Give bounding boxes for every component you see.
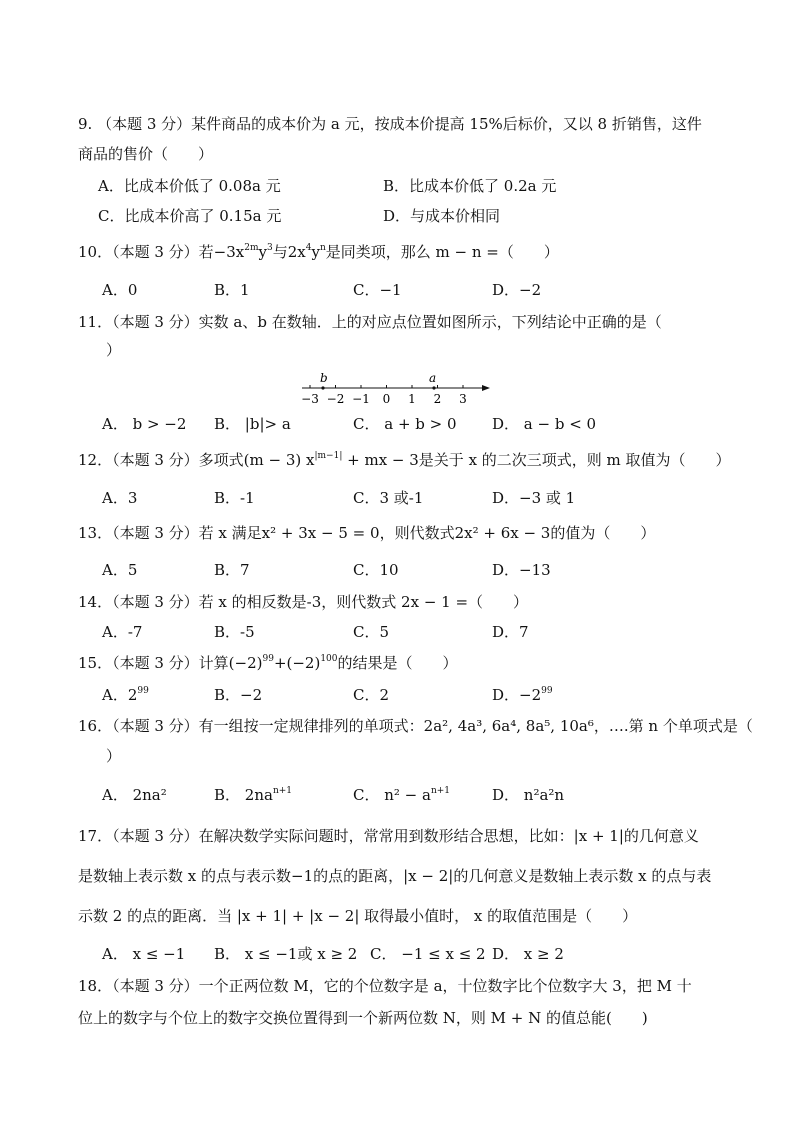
q17-option-c[interactable]: C． −1 ≤ x ≤ 2 [370,945,486,963]
q10-option-a[interactable]: A．0 [102,281,138,299]
q10-option-b[interactable]: B．1 [214,281,250,299]
q10-stem [78,242,559,262]
q15-option-c[interactable]: C．2 [353,686,390,704]
q10-term2-y-exp: n [319,243,326,253]
q15-option-a[interactable] [102,685,149,705]
q16-option-a[interactable]: A． 2na² [102,786,167,804]
q15-option-a-text: A．2 [102,686,138,704]
q15-option-b[interactable]: B．−2 [214,686,263,704]
q15-option-d-text: D．−2 [492,686,542,704]
q17-option-d[interactable]: D． x ≥ 2 [492,945,564,963]
q12-stem [78,450,731,470]
q13-post: 的值为（ ） [550,524,656,542]
q13-pre: 13．（本题 3 分）若 x 满足 [78,524,262,542]
q15-option-d[interactable] [492,685,553,705]
q17-option-a[interactable]: A． x ≤ −1 [102,945,186,963]
q16-option-b-exp: n+1 [272,786,293,796]
q16-option-c-text: C． n² − a [353,786,431,804]
q16-option-c[interactable] [353,785,450,805]
q16-pre: 16．（本题 3 分）有一组按一定规律排列的单项式： [78,717,424,735]
q10-term2-y: y [311,243,320,261]
q16-option-b-text: B． 2na [214,786,273,804]
q15-exp2: 100 [320,654,338,664]
q16-sequence: 2a², 4a³, 6a⁴, 8a⁵, 10a⁶，…. [423,717,629,735]
q11-option-b[interactable]: B． |b|> a [214,415,291,433]
q9-option-d[interactable]: D．与成本价相同 [383,207,501,225]
q10-post: 是同类项，那么 m − n =（ ） [325,243,559,261]
q14-stem: 14．（本题 3 分）若 x 的相反数是-3，则代数式 2x − 1 =（ ） [78,593,529,611]
q10-term2 [288,243,326,261]
point-a [432,386,435,389]
q15-option-d-exp: 99 [541,686,553,696]
q16-option-b[interactable] [214,785,292,805]
q16-option-d[interactable]: D． n²a²n [492,786,565,804]
q18-stem-line1: 18．（本题 3 分）一个正两位数 M，它的个位数字是 a，十位数字比个位数字大 3，把 M 十 [78,977,692,995]
q9-option-a[interactable]: A．比成本价低了 0.08a 元 [98,177,281,195]
q10-term1-base: −3x [213,243,245,261]
q16-stem-line2: ） [106,747,122,765]
q17-stem-line3: 示数 2 的点的距离．当 |x + 1| + |x − 2| 取得最小值时， x 的取值范围是（ ） [78,907,638,925]
q11-stem-line2: ） [106,341,122,359]
q13-option-d[interactable]: D．−13 [492,561,551,579]
q13-expr: 2x² + 6x − 3 [454,524,551,542]
q14-option-b[interactable]: B．-5 [214,623,255,641]
q15-option-a-exp: 99 [137,686,149,696]
q15-mid: +(−2) [273,654,321,672]
number-line-arrow [482,385,490,391]
q15-stem [78,653,458,673]
q9-option-c[interactable]: C．比成本价高了 0.15a 元 [98,207,282,225]
q10-option-d[interactable]: D．−2 [492,281,542,299]
q14-option-d[interactable]: D．7 [492,623,529,641]
q15-exp1: 99 [262,654,274,664]
q12-post: 是关于 x 的二次三项式，则 m 取值为（ ） [418,451,731,469]
q12-expr-exp: |m−1| [314,451,343,461]
q12-pre: 12．（本题 3 分）多项式 [78,451,244,469]
q11-option-a[interactable]: A． b > −2 [102,415,187,433]
q10-term1 [214,243,273,261]
number-line-figure [298,372,498,406]
tick-label: 1 [408,392,416,406]
q11-option-d[interactable]: D． a − b < 0 [492,415,597,433]
q13-mid: ，则代数式 [379,524,455,542]
q15-post: 的结果是（ ） [337,654,458,672]
q10-term1-y-exp: 3 [267,243,273,253]
q13-option-c[interactable]: C．10 [353,561,399,579]
q10-mid: 与 [272,243,288,261]
q16-option-c-exp: n+1 [430,786,451,796]
q14-option-c[interactable]: C．5 [353,623,390,641]
q17-stem-line2: 是数轴上表示数 x 的点与表示数−1的点的距离，|x − 2|的几何意义是数轴上表示数 x 的点与表 [78,867,712,885]
q16-stem-line1 [78,716,753,736]
q12-option-d[interactable]: D．−3 或 1 [492,489,576,507]
q17-option-b[interactable]: B． x ≤ −1或 x ≥ 2 [214,945,358,963]
q13-option-a[interactable]: A．5 [102,561,138,579]
q13-equation: x² + 3x − 5 = 0 [261,524,380,542]
tick-label: 0 [382,392,391,406]
tick-label: 3 [459,392,467,406]
q12-expr-post: + mx − 3 [342,451,419,469]
q9-stem-line1: 9. （本题 3 分）某件商品的成本价为 a 元，按成本价提高 15%后标价，又以 8 折销售，这件 [78,115,702,133]
q18-stem-line2: 位上的数字与个位上的数字交换位置得到一个新两位数 N，则 M + N 的值总能( ) [78,1009,648,1027]
label-a: a [429,372,437,385]
label-b: b [320,372,328,385]
q13-stem [78,523,655,543]
q10-term2-exp: 4 [305,243,312,253]
q11-option-c[interactable]: C． a + b > 0 [353,415,457,433]
tick-label: 2 [433,392,442,406]
q16-post: 第 n 个单项式是（ [628,717,753,735]
q15-pre: 15．（本题 3 分）计算(−2) [78,654,263,672]
q9-option-b[interactable]: B．比成本价低了 0.2a 元 [383,177,557,195]
q12-option-c[interactable]: C．3 或-1 [353,489,424,507]
q10-term2-base: 2x [287,243,306,261]
q14-option-a[interactable]: A．-7 [102,623,143,641]
q10-option-c[interactable]: C．−1 [353,281,402,299]
q9-stem-line2: 商品的售价（ ） [78,145,214,163]
q10-term1-y: y [258,243,267,261]
q12-expr: (m − 3) x [243,451,315,469]
q11-stem-line1: 11．（本题 3 分）实数 a、b 在数轴．上的对应点位置如图所示，下列结论中正确的是（ [78,313,662,331]
q17-stem-line1: 17．（本题 3 分）在解决数学实际问题时，常常用到数形结合思想，比如：|x + 1|的几何意义 [78,827,699,845]
q10-term1-exp: 2m [244,243,259,253]
q13-option-b[interactable]: B．7 [214,561,250,579]
tick-label: −1 [352,392,370,406]
q10-pre: 10．（本题 3 分）若 [78,243,214,261]
tick-label: −2 [326,392,345,406]
q12-option-b[interactable]: B．-1 [214,489,255,507]
tick-label: −3 [301,392,319,406]
q12-option-a[interactable]: A．3 [102,489,138,507]
point-b [321,386,324,389]
